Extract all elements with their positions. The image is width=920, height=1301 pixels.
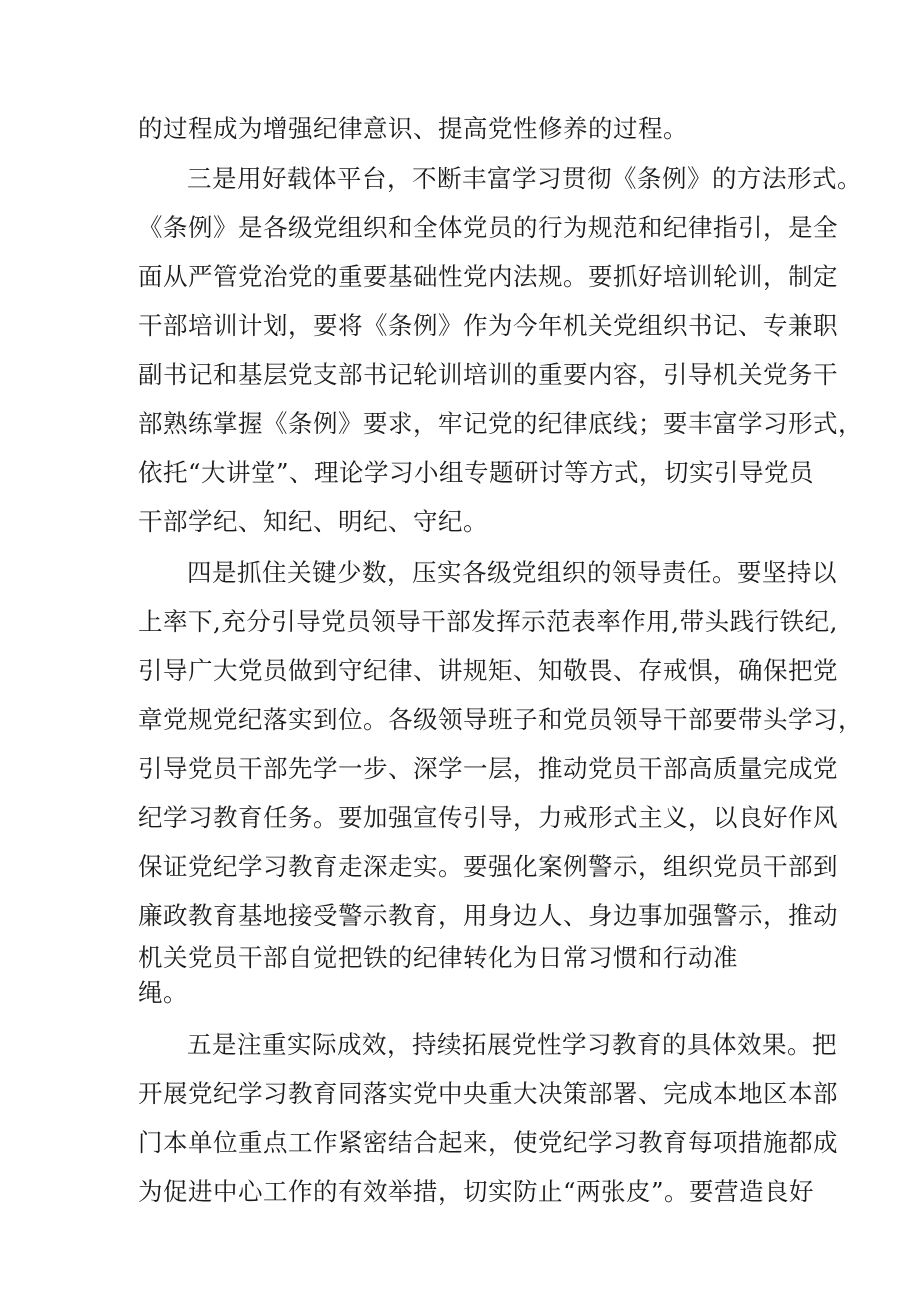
paragraph-line: 副书记和基层党支部书记轮训培训的重要内容，引导机关党务干 (138, 360, 838, 389)
paragraph-line: 门本单位重点工作紧密结合起来，使党纪学习教育每项措施都成 (138, 1128, 838, 1157)
paragraph-line: 部熟练掌握《条例》要求，牢记党的纪律底线；要丰富学习形式， (138, 409, 863, 438)
paragraph-line: 保证党纪学习教育走深走实。要强化案例警示，组织党员干部到 (138, 852, 838, 881)
paragraph-line: 纪学习教育任务。要加强宣传引导，力戒形式主义，以良好作风 (138, 803, 838, 832)
paragraph-line: 依托“大讲堂”、理论学习小组专题研讨等方式，切实引导党员 (138, 458, 815, 487)
paragraph-line: 章党规党纪落实到位。各级领导班子和党员领导干部要带头学习， (138, 705, 863, 734)
paragraph-line: 面从严管党治党的重要基础性党内法规。要抓好培训轮训，制定 (138, 262, 838, 291)
paragraph-line: 引导党员干部先学一步、深学一层，推动党员干部高质量完成党 (138, 754, 838, 783)
paragraph-line: 五是注重实际成效，持续拓展党性学习教育的具体效果。把 (187, 1030, 837, 1059)
paragraph-line: 的过程成为增强纪律意识、提高党性修养的过程。 (138, 114, 688, 143)
paragraph-line: 廉政教育基地接受警示教育，用身边人、身边事加强警示，推动 (138, 901, 838, 930)
paragraph-line: 干部学纪、知纪、明纪、守纪。 (138, 507, 488, 536)
paragraph-line: 为促进中心工作的有效举措，切实防止“两张皮”。要营造良好 (138, 1177, 815, 1206)
paragraph-line: 开展党纪学习教育同落实党中央重大决策部署、完成本地区本部 (138, 1079, 838, 1108)
paragraph-line: 上率下,充分引导党员领导干部发挥示范表率作用,带头践行铁纪, (138, 607, 838, 636)
paragraph-line: 三是用好载体平台，不断丰富学习贯彻《条例》的方法形式。 (187, 164, 862, 193)
paragraph-line: 引导广大党员做到守纪律、讲规矩、知敬畏、存戒惧，确保把党 (138, 656, 838, 685)
paragraph-line: 四是抓住关键少数，压实各级党组织的领导责任。要坚持以 (187, 558, 837, 587)
paragraph-line: 干部培训计划，要将《条例》作为今年机关党组织书记、专兼职 (138, 311, 838, 340)
paragraph-line: 《条例》是各级党组织和全体党员的行为规范和纪律指引，是全 (138, 213, 838, 242)
paragraph-line: 机关党员干部自觉把铁的纪律转化为日常习惯和行动准 (138, 943, 738, 972)
paragraph-line: 绳。 (138, 978, 188, 1007)
